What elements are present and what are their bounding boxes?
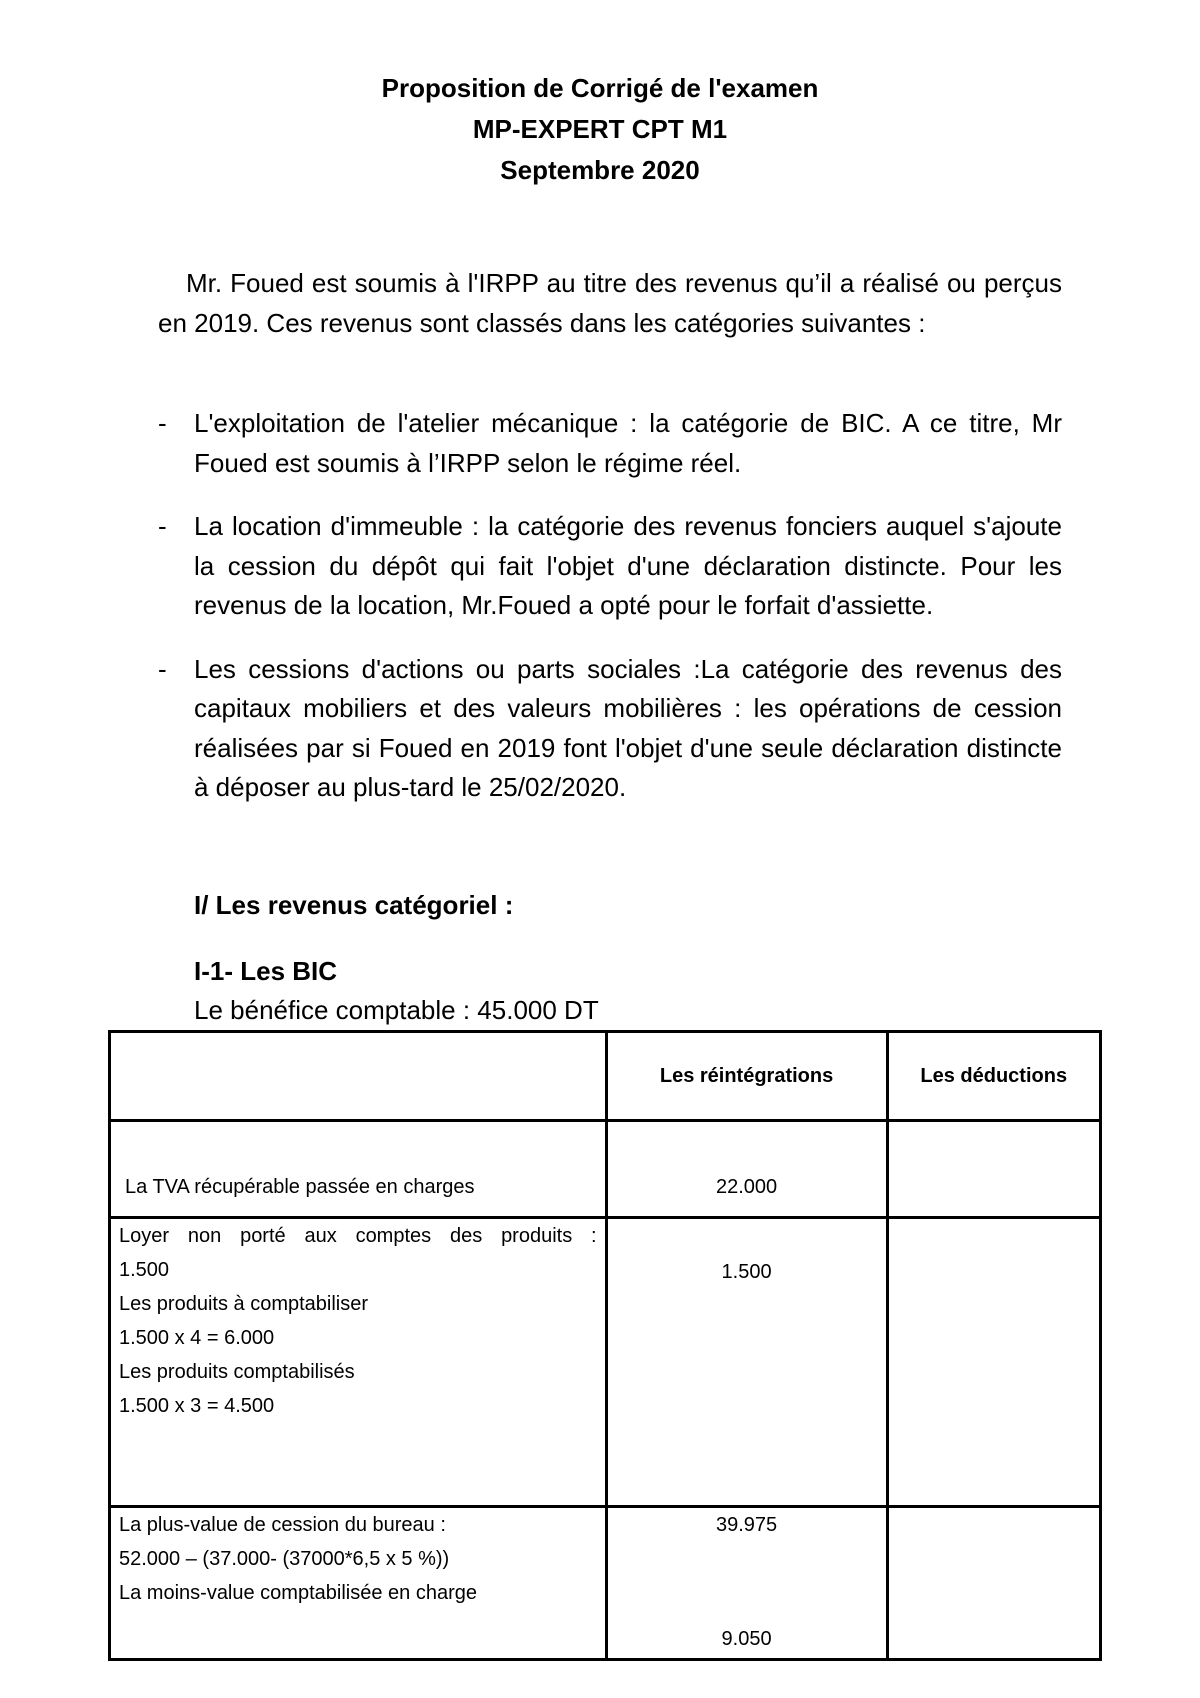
intro-paragraph: Mr. Foued est soumis à l'IRPP au titre des revenus qu’il a réalisé ou perçus en 2019. Ces revenus sont classés dans les catégories suivantes : bbox=[158, 268, 1062, 338]
bullet-text: Les cessions d'actions ou parts sociales :La catégorie des revenus des capitaux mobiliers et des valeurs mobilières : les opérations de cession réalisées par si Foued en 2019 font l'objet d'une seule déclaration distincte à déposer au plus-tard le 25/02/2020. bbox=[194, 653, 1062, 802]
spacer bbox=[616, 1542, 878, 1582]
label-line: La plus-value de cession du bureau : bbox=[119, 1514, 446, 1536]
header-date: Septembre 2020 bbox=[500, 155, 700, 185]
label-line: Les produits comptabilisés bbox=[119, 1361, 355, 1383]
category-list bbox=[158, 404, 1062, 808]
reintegration-value: 22.000 bbox=[606, 1121, 887, 1218]
spacer bbox=[616, 1582, 878, 1622]
section-title: I/ Les revenus catégoriel : bbox=[194, 890, 514, 920]
list-item bbox=[158, 507, 1062, 626]
header-course: MP-EXPERT CPT M1 bbox=[472, 114, 728, 144]
row-label bbox=[110, 1507, 607, 1660]
bullet-dash: - bbox=[158, 653, 167, 684]
deduction-value bbox=[887, 1218, 1101, 1507]
table-header-row bbox=[110, 1032, 1101, 1121]
list-item bbox=[158, 650, 1062, 808]
bic-adjustments-table bbox=[108, 1030, 1102, 1661]
label-line: Les produits à comptabiliser bbox=[119, 1293, 369, 1315]
list-item bbox=[158, 404, 1062, 483]
deduction-value bbox=[887, 1507, 1101, 1660]
bullet-dash: - bbox=[158, 408, 167, 438]
document-header bbox=[0, 68, 1200, 191]
row-label bbox=[110, 1218, 607, 1507]
label-line: 52.000 – (37.000- (37000*6,5 x 5 %)) bbox=[119, 1548, 450, 1570]
label-line: 1.500 x 3 = 4.500 bbox=[119, 1395, 275, 1417]
header-title: Proposition de Corrigé de l'examen bbox=[381, 73, 819, 103]
table-row bbox=[110, 1218, 1101, 1507]
reintegration-value: 39.975 bbox=[715, 1514, 778, 1536]
accounting-profit: Le bénéfice comptable : 45.000 DT bbox=[194, 995, 599, 1025]
table-row bbox=[110, 1121, 1101, 1218]
row-label: La TVA récupérable passée en charges bbox=[110, 1121, 607, 1218]
reintegration-value: 1.500 bbox=[606, 1218, 887, 1507]
label-line: Loyer non porté aux comptes des produits : bbox=[119, 1225, 597, 1247]
subsection-title: I-1- Les BIC bbox=[194, 956, 338, 986]
header-cell-deductions: Les déductions bbox=[887, 1032, 1101, 1121]
label-line: 1.500 x 4 = 6.000 bbox=[119, 1327, 275, 1349]
header-cell-empty bbox=[110, 1032, 607, 1121]
reintegration-value: 9.050 bbox=[721, 1628, 772, 1650]
label-line: La moins-value comptabilisée en charge bbox=[119, 1582, 477, 1604]
bullet-text: La location d'immeuble : la catégorie des revenus fonciers auquel s'ajoute la cession du dépôt qui fait l'objet d'une déclaration distincte. Pour les revenus de la location, Mr.Foued a opté pour le forfait d'assiette. bbox=[194, 511, 1062, 620]
label-line: 1.500 bbox=[119, 1259, 170, 1281]
table-row bbox=[110, 1507, 1101, 1660]
bullet-dash: - bbox=[158, 511, 167, 541]
reintegration-values bbox=[606, 1507, 887, 1660]
deduction-value bbox=[887, 1121, 1101, 1218]
bullet-text: L'exploitation de l'atelier mécanique : la catégorie de BIC. A ce titre, Mr Foued est soumis à l’IRPP selon le régime réel. bbox=[194, 408, 1062, 478]
header-cell-reintegrations: Les réintégrations bbox=[606, 1032, 887, 1121]
